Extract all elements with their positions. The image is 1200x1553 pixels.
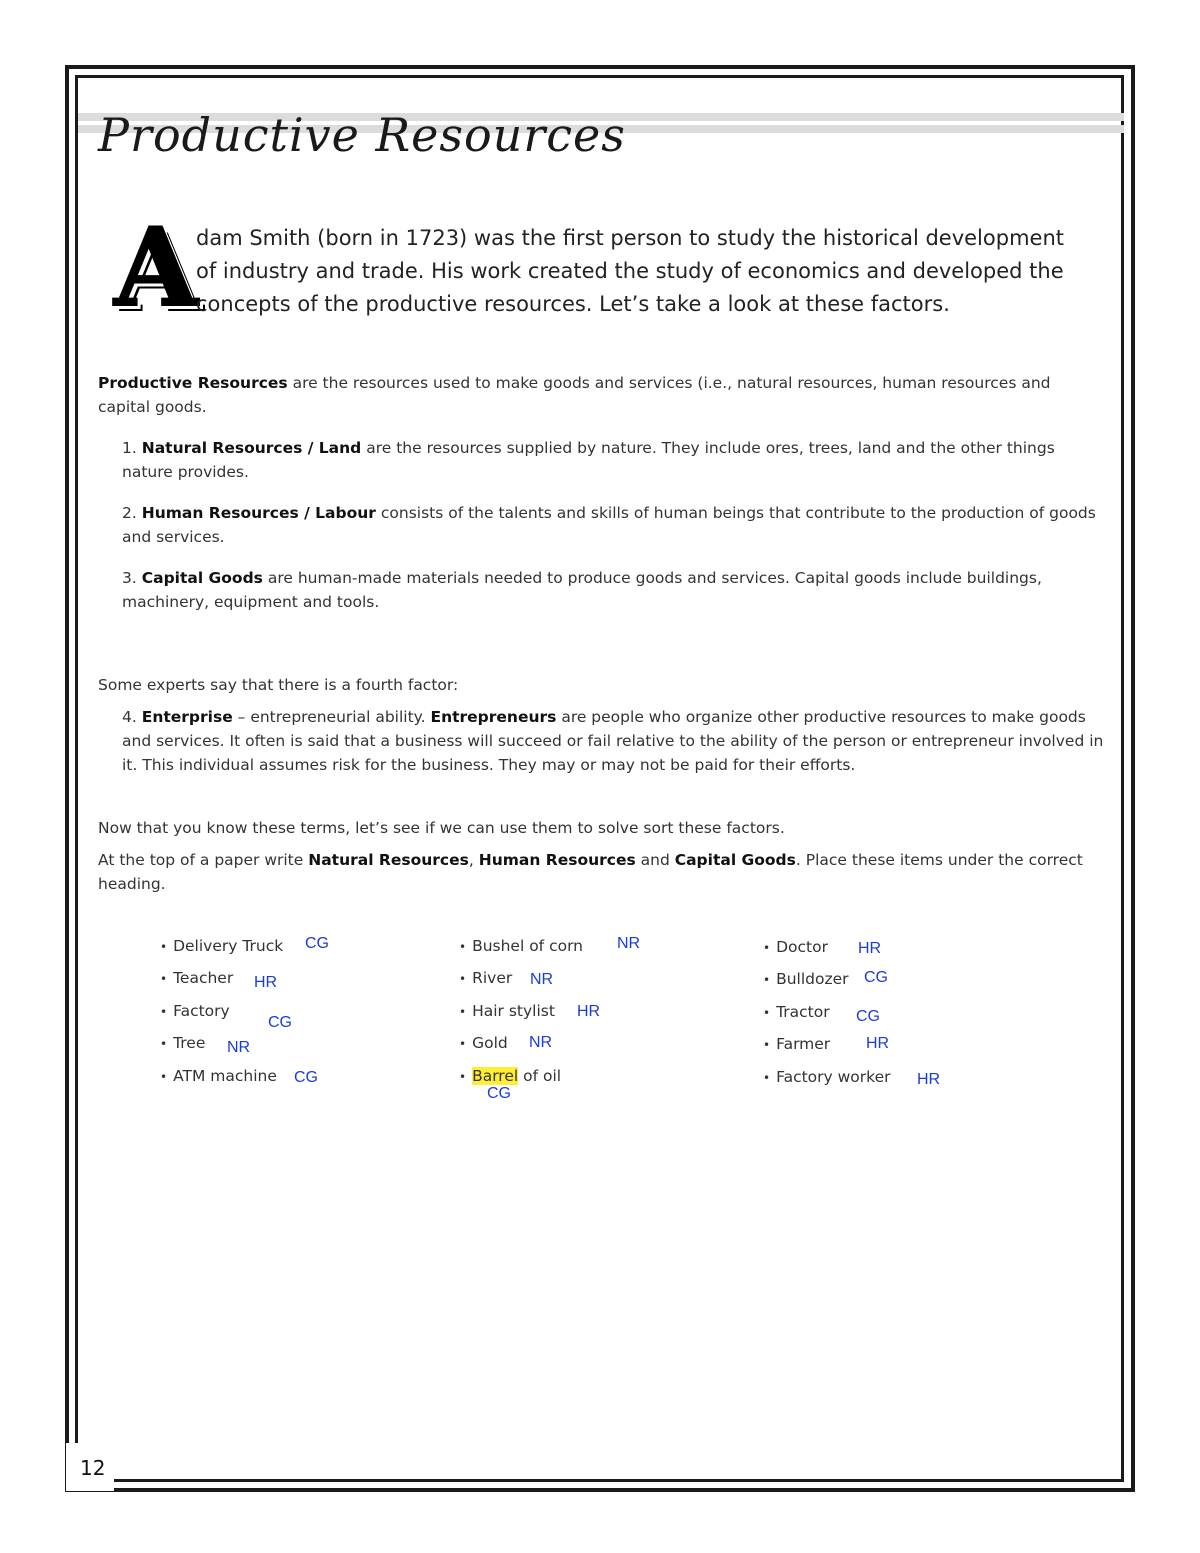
instructions-line-1: Now that you know these terms, let’s see if we can use them to solve sort these factors. xyxy=(98,819,785,837)
bullet-icon: • xyxy=(459,940,467,954)
sort-item-label: Doctor xyxy=(776,938,828,956)
sort-item-label: Delivery Truck xyxy=(173,937,284,955)
bullet-icon: • xyxy=(160,1037,168,1051)
page-title: Productive Resources xyxy=(98,108,626,162)
handwritten-answer: HR xyxy=(577,1003,601,1020)
sort-item-label: Gold xyxy=(472,1034,508,1052)
sort-item-label: Teacher xyxy=(173,969,234,987)
factor-number: 2. xyxy=(122,504,137,522)
heading-capital-goods: Capital Goods xyxy=(674,851,796,869)
bullet-icon: • xyxy=(160,972,168,986)
sort-item-bushel-of-corn xyxy=(459,935,583,958)
factor-number: 3. xyxy=(122,569,137,587)
factor-term: Human Resources / Labour xyxy=(141,504,376,522)
handwritten-answer: HR xyxy=(917,1071,941,1088)
factor-item-human xyxy=(122,501,1104,549)
factor-text: are human-made materials needed to produce goods and services. Capital goods include buildings, machinery, equipment and tools. xyxy=(122,569,1042,611)
handwritten-answer: NR xyxy=(530,971,554,988)
handwritten-answer: CG xyxy=(294,1069,318,1086)
heading-natural-resources: Natural Resources xyxy=(308,851,469,869)
bullet-icon: • xyxy=(459,1005,467,1019)
factor-dash-text: – entrepreneurial ability. xyxy=(232,708,431,726)
factor-term: Enterprise xyxy=(141,708,233,726)
bullet-icon: • xyxy=(763,1071,771,1085)
definition-text: are the resources used to make goods and services (i.e., natural resources, human resources and capital goods. xyxy=(98,374,1051,416)
sort-item-label: River xyxy=(472,969,513,987)
handwritten-answer: CG xyxy=(268,1014,292,1031)
sort-item-tree xyxy=(160,1032,205,1055)
factor-term: Natural Resources / Land xyxy=(141,439,362,457)
sort-item-label: Bulldozer xyxy=(776,970,849,988)
sort-item-factory-worker xyxy=(763,1066,891,1089)
sort-item-label: Bushel of corn xyxy=(472,937,583,955)
handwritten-answer: NR xyxy=(227,1039,251,1056)
factor-text: consists of the talents and skills of human beings that contribute to the production of goods and services. xyxy=(122,504,1096,546)
factor-item-capital xyxy=(122,566,1104,614)
bullet-icon: • xyxy=(160,940,168,954)
sort-item-factory xyxy=(160,1000,230,1023)
sort-item-doctor xyxy=(763,936,828,959)
bullet-icon: • xyxy=(763,941,771,955)
handwritten-answer: HR xyxy=(254,974,278,991)
bullet-icon: • xyxy=(763,1006,771,1020)
instructions-separator: , xyxy=(468,851,479,869)
bullet-icon: • xyxy=(160,1070,168,1084)
sort-item-label: ATM machine xyxy=(173,1067,277,1085)
handwritten-answer: NR xyxy=(617,935,641,952)
sort-item-label: Tractor xyxy=(776,1003,830,1021)
bullet-icon: • xyxy=(459,1070,467,1084)
highlighted-word: Barrel xyxy=(472,1067,519,1085)
instructions-line-2 xyxy=(98,848,1103,896)
page-number: 12 xyxy=(80,1456,106,1480)
factor-number: 4. xyxy=(122,708,137,726)
handwritten-answer: CG xyxy=(305,935,329,952)
sort-item-label: of oil xyxy=(518,1067,562,1085)
sort-item-tractor xyxy=(763,1001,830,1024)
sort-item-hair-stylist xyxy=(459,1000,555,1023)
sort-item-label: Factory xyxy=(173,1002,230,1020)
sort-item-river xyxy=(459,967,512,990)
bullet-icon: • xyxy=(459,1037,467,1051)
fourth-factor-intro: Some experts say that there is a fourth factor: xyxy=(98,676,459,694)
intro-paragraph: dam Smith (born in 1723) was the first person to study the historical development of industry and trade. His work created the study of economics and developed the concepts of the productive resources. Let’s take a look at these factors. xyxy=(196,226,1064,316)
bullet-icon: • xyxy=(763,973,771,987)
sort-item-label: Farmer xyxy=(776,1035,831,1053)
sort-item-delivery-truck xyxy=(160,935,283,958)
sort-item-farmer xyxy=(763,1033,830,1056)
drop-cap: A xyxy=(114,205,198,331)
instructions-text: At the top of a paper write xyxy=(98,851,309,869)
bullet-icon: • xyxy=(763,1038,771,1052)
sort-item-atm-machine xyxy=(160,1065,277,1088)
bullet-icon: • xyxy=(459,972,467,986)
sort-item-teacher xyxy=(160,967,233,990)
sort-item-label: Tree xyxy=(173,1034,206,1052)
definition-term: Productive Resources xyxy=(98,374,288,392)
definition-paragraph xyxy=(98,371,1103,419)
factor-term: Capital Goods xyxy=(141,569,263,587)
instructions-separator: and xyxy=(635,851,675,869)
handwritten-answer: CG xyxy=(864,969,888,986)
handwritten-answer: CG xyxy=(856,1008,880,1025)
sort-item-label: Factory worker xyxy=(776,1068,891,1086)
sort-item-bulldozer xyxy=(763,968,849,991)
sort-item-label: Hair stylist xyxy=(472,1002,555,1020)
factor-term-entrepreneurs: Entrepreneurs xyxy=(430,708,557,726)
factor-item-enterprise xyxy=(122,705,1104,777)
bullet-icon: • xyxy=(160,1005,168,1019)
factor-text: are the resources supplied by nature. They include ores, trees, land and the other things nature provides. xyxy=(122,439,1055,481)
heading-human-resources: Human Resources xyxy=(478,851,636,869)
handwritten-answer: HR xyxy=(858,940,882,957)
factor-text: are people who organize other productive resources to make goods and services. It often is said that a business will succeed or fail relative to the ability of the person or entrepreneur involved in it. This individual assumes risk for the business. They may or may not be paid for their efforts. xyxy=(122,708,1104,774)
instructions-text: . Place these items under the correct heading. xyxy=(98,851,1083,893)
factor-item-natural xyxy=(122,436,1104,484)
handwritten-answer: NR xyxy=(529,1034,553,1051)
factor-number: 1. xyxy=(122,439,137,457)
handwritten-answer: HR xyxy=(866,1035,890,1052)
sort-item-gold xyxy=(459,1032,508,1055)
handwritten-answer: CG xyxy=(487,1085,511,1102)
